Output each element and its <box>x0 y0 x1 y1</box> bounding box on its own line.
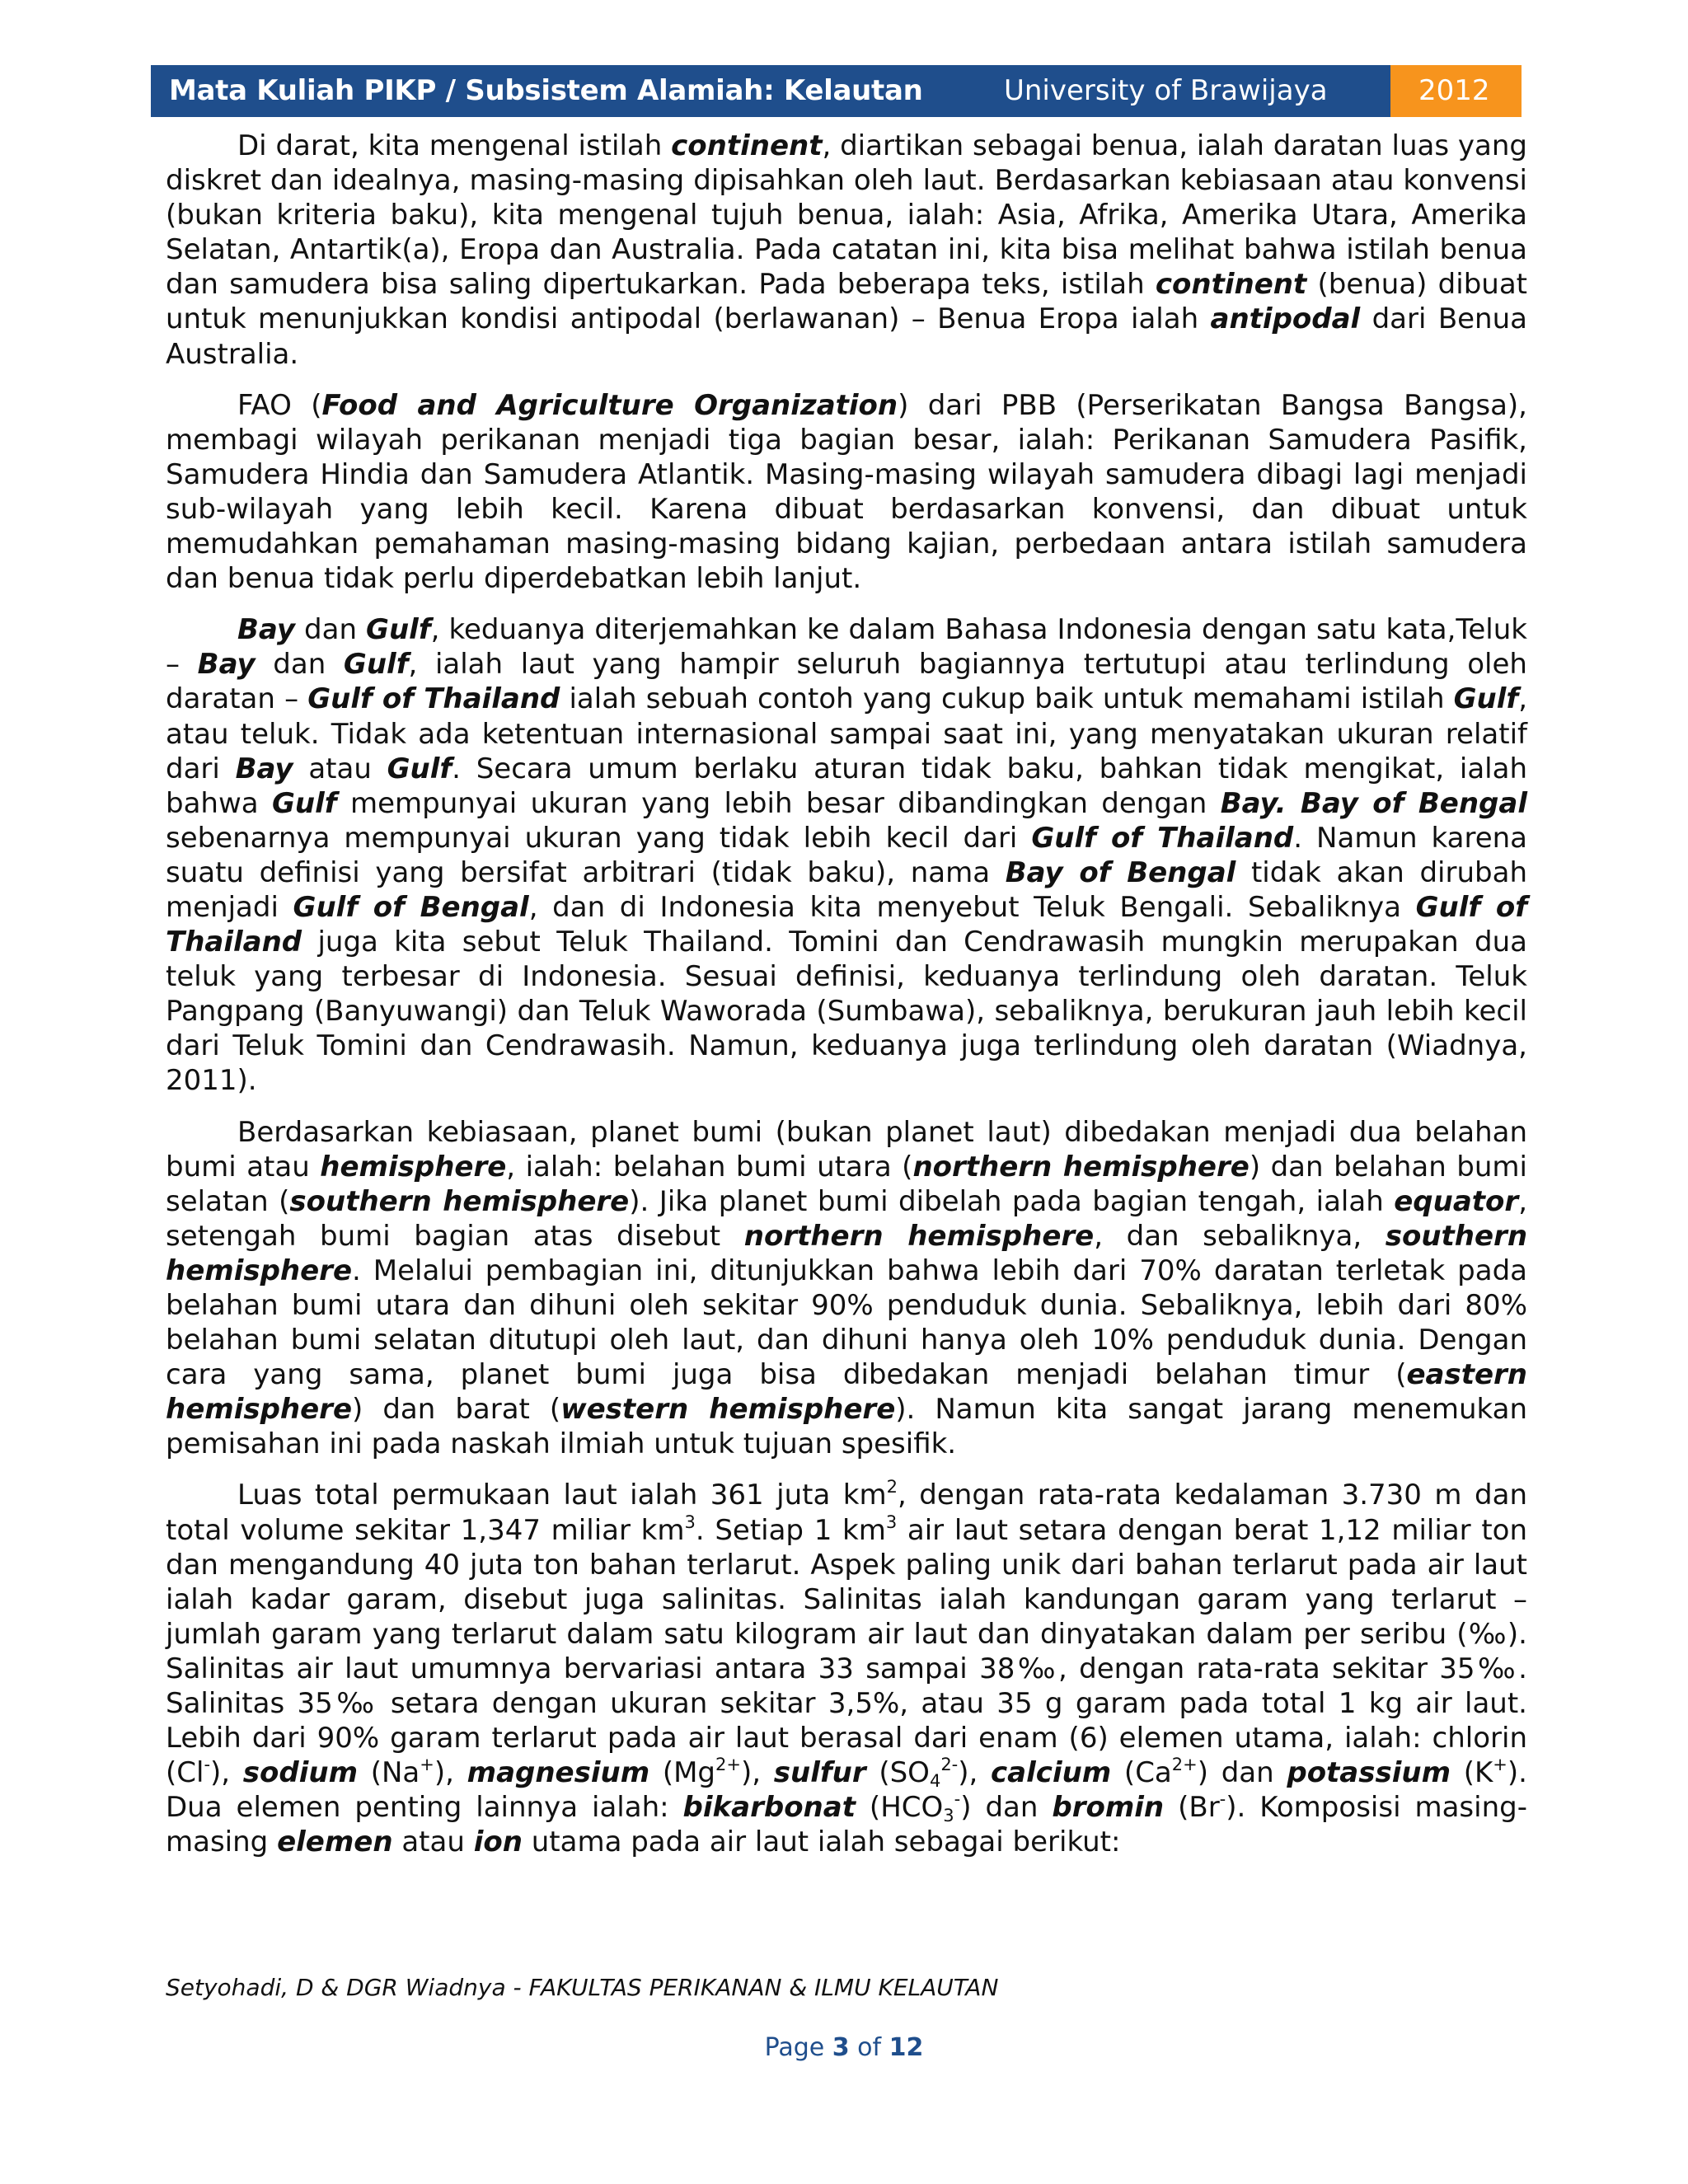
term: Bay <box>197 648 256 682</box>
text-run: ), <box>434 1756 467 1790</box>
term: western hemisphere <box>560 1393 896 1427</box>
text-run: ) dari PBB (Perserikatan Bangsa Bangsa), membagi wilayah perikanan menjadi tiga bagian besar, ialah: Perikanan Samudera Pasifik, Samudera Hindia dan Samudera Atlantik. Masing-masing wilayah samudera dibagi lagi menjadi sub-wilayah yang lebih kecil. Karena dibuat berdasarkan konvensi, dan dibuat untuk memudahkan pemahaman masing-masing bidang kajian, perbedaan antara istilah samudera dan benua tidak perlu diperdebatkan lebih lanjut. <box>166 388 1527 596</box>
term: Bay <box>235 752 293 785</box>
header-title-bar <box>151 65 1390 117</box>
text-run: ) dan <box>960 1791 1053 1825</box>
text-run: dari Benua Australia. <box>166 302 1527 371</box>
text-run: mempunyai ukuran yang lebih besar dibandingkan dengan <box>336 786 1221 820</box>
superscript: - <box>954 1789 961 1810</box>
superscript: 3 <box>885 1511 898 1532</box>
text-run: . Namun karena suatu definisi yang bersifat arbitrari (tidak baku), nama <box>166 821 1527 889</box>
text-run: sebenarnya mempunyai ukuran yang tidak lebih kecil dari <box>166 821 1032 855</box>
term: bromin <box>1052 1791 1165 1825</box>
document-body <box>166 129 1527 1860</box>
term: sodium <box>242 1756 359 1790</box>
page-current: 3 <box>832 2033 850 2062</box>
text-run: ), <box>210 1756 243 1790</box>
text-run: ). Namun kita sangat jarang menemukan pemisahan ini pada naskah ilmiah untuk tujuan spesifik. <box>166 1393 1528 1461</box>
term: Gulf of Thailand <box>166 890 1528 959</box>
text-run: , atau teluk. Tidak ada ketentuan internasional sampai saat ini, yang menyatakan ukuran relatif dari <box>166 682 1527 785</box>
text-run: , diartikan sebagai benua, ialah daratan luas yang diskret dan idealnya, masing-masing dipisahkan oleh laut. Berdasarkan kebiasaan atau konvensi (bukan kriteria baku), kita mengenal tujuh benua, ialah: Asia, Afrika, Amerika Utara, Amerika Selatan, Antartik(a), Eropa dan Australia. Pada catatan ini, kita bisa melihat bahwa istilah benua dan samudera bisa saling dipertukarkan. Pada beberapa teks, istilah <box>166 129 1527 302</box>
superscript: - <box>1219 1789 1226 1810</box>
term: bikarbonat <box>682 1791 856 1825</box>
paragraph-bay-gulf <box>166 612 1527 1098</box>
text-run: dan <box>294 613 367 647</box>
text-run: (Br <box>1164 1791 1220 1825</box>
text-run: (K <box>1451 1756 1493 1790</box>
term: eastern hemisphere <box>166 1358 1527 1427</box>
term-continent: continent <box>1155 268 1307 302</box>
superscript: - <box>204 1755 211 1775</box>
paragraph-continent <box>166 129 1527 372</box>
text-run: (Mg <box>649 1756 716 1790</box>
footer-credit: Setyohadi, D & DGR Wiadnya - FAKULTAS PERIKANAN & ILMU KELAUTAN <box>166 1974 999 2001</box>
superscript: 3 <box>684 1511 696 1532</box>
subscript: 4 <box>929 1771 941 1792</box>
superscript: + <box>1493 1755 1507 1775</box>
term: potassium <box>1287 1756 1451 1790</box>
term: sulfur <box>773 1756 866 1790</box>
term: Gulf <box>272 786 337 820</box>
text-run: . Setiap 1 km <box>695 1513 886 1547</box>
text-run: ) dan barat ( <box>352 1393 561 1427</box>
term-antipodal: antipodal <box>1210 302 1361 336</box>
term: northern hemisphere <box>912 1150 1250 1183</box>
text-run: ), <box>740 1756 774 1790</box>
text-run: , setengah bumi bagian atas disebut <box>166 1184 1527 1253</box>
text-run: , dengan rata-rata kedalaman 3.730 m dan total volume sekitar 1,347 miliar km <box>166 1479 1528 1547</box>
term: Gulf <box>366 613 431 647</box>
text-run: Di darat, kita mengenal istilah <box>237 129 672 162</box>
text-run: (Ca <box>1111 1756 1172 1790</box>
text-run: (HCO <box>855 1791 944 1825</box>
term-fao: Food and Agriculture Organization <box>321 388 898 422</box>
page-label: Page <box>764 2033 832 2062</box>
header-university: University of Brawijaya <box>1004 74 1328 107</box>
text-run: ). Jika planet bumi dibelah pada bagian tengah, ialah <box>629 1184 1395 1218</box>
header-year: 2012 <box>1390 65 1522 117</box>
page-number <box>0 2033 1688 2062</box>
superscript: + <box>420 1755 434 1775</box>
term: Bay of Bengal <box>1005 855 1236 889</box>
term: Gulf of Thailand <box>307 682 560 716</box>
text-run: (benua) dibuat untuk menunjukkan kondisi antipodal (berlawanan) – Benua Eropa ialah <box>166 268 1527 336</box>
page-header <box>151 65 1522 117</box>
text-run: (Na <box>358 1756 420 1790</box>
term: hemisphere <box>320 1150 507 1183</box>
term: northern hemisphere <box>743 1219 1095 1253</box>
term: calcium <box>991 1756 1112 1790</box>
text-run: ) dan <box>1197 1756 1287 1790</box>
text-run: ), <box>958 1756 992 1790</box>
superscript: 2+ <box>1171 1755 1198 1775</box>
text-run: FAO ( <box>237 388 322 422</box>
text-run: . Secara umum berlaku aturan tidak baku, bahkan tidak mengikat, ialah bahwa <box>166 752 1527 820</box>
superscript: 2 <box>886 1477 898 1497</box>
text-run: atau <box>392 1825 474 1859</box>
term: equator <box>1394 1184 1519 1218</box>
text-run: air laut setara dengan berat 1,12 miliar ton dan mengandung 40 juta ton bahan terlarut. Aspek paling unik dari bahan terlarut pada air laut ialah kadar garam, disebut juga salinitas. Salinitas ialah kandungan garam yang terlarut – jumlah garam yang terlarut dalam satu kilogram air laut dan dinyatakan dalam per seribu (‰). Salinitas air laut umumnya bervariasi antara 33 sampai 38‰, dengan rata-rata sekitar 35‰. Salinitas 35‰ setara dengan ukuran sekitar 3,5%, atau 35 g garam pada total 1 kg air laut. Lebih dari 90% garam terlarut pada air laut berasal dari enam (6) elemen utama, ialah: chlorin (Cl <box>166 1513 1528 1790</box>
paragraph-hemisphere <box>166 1115 1527 1462</box>
paragraph-fao <box>166 388 1527 597</box>
term: Bay. Bay of Bengal <box>1220 786 1527 820</box>
subscript: 3 <box>943 1806 954 1826</box>
term: Gulf <box>387 752 452 785</box>
text-run: , ialah: belahan bumi utara ( <box>506 1150 913 1183</box>
term-continent: continent <box>671 129 823 162</box>
paragraph-salinity <box>166 1478 1527 1859</box>
text-run: . Melalui pembagian ini, ditunjukkan bahwa lebih dari 70% daratan terletak pada belahan bumi utara dan dihuni oleh sekitar 90% penduduk dunia. Sebaliknya, lebih dari 80% belahan bumi selatan ditutupi oleh laut, dan dihuni hanya oleh 10% penduduk dunia. Dengan cara yang sama, planet bumi juga bisa dibedakan menjadi belahan timur ( <box>166 1254 1527 1392</box>
term: Bay <box>237 613 295 647</box>
term: ion <box>473 1825 523 1859</box>
text-run: utama pada air laut ialah sebagai berikut: <box>522 1825 1121 1859</box>
page-of: of <box>849 2033 889 2062</box>
text-run: tidak akan dirubah menjadi <box>166 855 1528 924</box>
text-run: ) dan belahan bumi selatan ( <box>166 1150 1527 1218</box>
text-run: Berdasarkan kebiasaan, planet bumi (bukan planet laut) dibedakan menjadi dua belahan bumi atau <box>166 1115 1527 1183</box>
text-run: , ialah laut yang hampir seluruh bagiannya tertutupi atau terlindung oleh daratan – <box>166 648 1527 716</box>
term: southern hemisphere <box>166 1219 1528 1287</box>
text-run: atau <box>293 752 387 785</box>
term: magnesium <box>467 1756 650 1790</box>
superscript: 2- <box>940 1755 959 1775</box>
term: elemen <box>277 1825 393 1859</box>
text-run: , dan di Indonesia kita menyebut Teluk Bengali. Sebaliknya <box>528 890 1416 924</box>
text-run: ). Dua elemen penting lainnya ialah: <box>166 1756 1527 1825</box>
text-run: ialah sebuah contoh yang cukup baik untuk memahami istilah <box>560 682 1454 716</box>
text-run: , keduanya diterjemahkan ke dalam Bahasa Indonesia dengan satu kata,Teluk – <box>166 613 1527 682</box>
text-run: (SO <box>865 1756 930 1790</box>
term: southern hemisphere <box>289 1184 630 1218</box>
superscript: 2+ <box>715 1755 741 1775</box>
header-course-title: Mata Kuliah PIKP / Subsistem Alamiah: Kelautan <box>169 74 923 107</box>
text-run: ). Komposisi masing-masing <box>166 1791 1527 1859</box>
term: Gulf <box>1453 682 1519 716</box>
text-run: juga kita sebut Teluk Thailand. Tomini dan Cendrawasih mungkin merupakan dua teluk yang terbesar di Indonesia. Sesuai definisi, keduanya terlindung oleh daratan. Teluk Pangpang (Banyuwangi) dan Teluk Waworada (Sumbawa), sebaliknya, berukuran jauh lebih kecil dari Teluk Tomini dan Cendrawasih. Namun, keduanya juga terlindung oleh daratan (Wiadnya, 2011). <box>166 926 1527 1098</box>
term: Gulf of Bengal <box>293 890 529 924</box>
page-total: 12 <box>889 2033 924 2062</box>
text-run: Luas total permukaan laut ialah 361 juta km <box>237 1479 887 1512</box>
text-run: , dan sebaliknya, <box>1094 1219 1386 1253</box>
term: Gulf of Thailand <box>1031 821 1294 855</box>
term: Gulf <box>343 648 409 682</box>
text-run: dan <box>255 648 344 682</box>
